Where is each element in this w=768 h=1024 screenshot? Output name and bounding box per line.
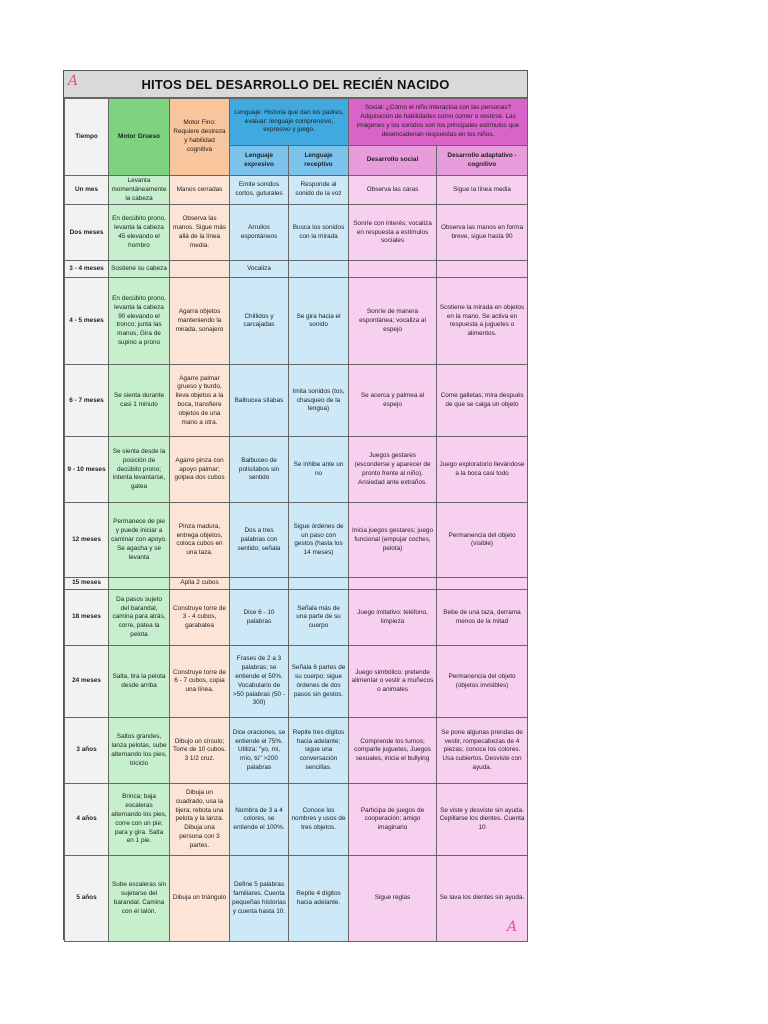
cell-fine: Agarre palmar grueso y burdo, lleva objetos a la boca, transfiere objetos de una mano a otra. [170, 365, 230, 437]
cell-gross: Salta, tira la pelota desde arriba [109, 646, 170, 718]
header-lenguaje: Lenguaje: Historia que dan los padres, evaluar: lenguaje comprensivo, expresivo y juego. [230, 99, 349, 146]
table-row [65, 646, 528, 718]
cell-time: 18 meses [65, 590, 109, 646]
cell-fine: Dibuja un triángulo [170, 856, 230, 942]
table-row [65, 590, 528, 646]
cell-expr: Balbucea sílabas [230, 365, 289, 437]
cell-social [349, 578, 437, 590]
table-row [65, 205, 528, 261]
header-tiempo: Tiempo [65, 99, 109, 176]
table-row [65, 784, 528, 856]
cell-time: 9 - 10 meses [65, 437, 109, 503]
cell-expr: Chillidos y carcajadas [230, 278, 289, 365]
cell-adapt: Observa las manos en forma breve, sigue hasta 90 [437, 205, 528, 261]
cell-adapt: Se viste y desviste sin ayuda. Cepillarse los dientes. Cuenta 10 [437, 784, 528, 856]
header-desarrollo-adaptativo: Desarrollo adaptativo - cognitivo [437, 146, 528, 176]
cell-social: Juegos gestares (esconderse y aparecer de pronto frente al niño). Ansiedad ante extraños. [349, 437, 437, 503]
cell-gross: Saltos grandes, lanza pelotas, sube alternando los pies, triciclo [109, 718, 170, 784]
cell-expr: Emite sonidos cortos, guturales [230, 176, 289, 205]
cell-adapt: Come galletas; mira después de que se caiga un objeto [437, 365, 528, 437]
cell-expr [230, 578, 289, 590]
header-lenguaje-receptivo: Lenguaje receptivo [289, 146, 349, 176]
cell-recep: Responde al sonido de la voz [289, 176, 349, 205]
cell-adapt: Permanencia del objeto (objetos invisibles) [437, 646, 528, 718]
cell-adapt: Sigue la línea media [437, 176, 528, 205]
cell-recep: Se gira hacia el sonido [289, 278, 349, 365]
cell-adapt: Permanencia del objeto (visible) [437, 503, 528, 578]
cell-expr: Balbuceo de polisílabos sin sentido [230, 437, 289, 503]
cell-time: 3 años [65, 718, 109, 784]
cell-time: 4 años [65, 784, 109, 856]
cell-social: Participa de juegos de cooperación; amigo imaginario [349, 784, 437, 856]
cell-recep [289, 578, 349, 590]
cell-gross: Brinca; baja escaleras alternando los pies, corre con un pie; para y gira. Salta en 1 pie. [109, 784, 170, 856]
header-lenguaje-expresivo: Lenguaje expresivo [230, 146, 289, 176]
table-row [65, 261, 528, 278]
cell-social: Comprende los turnos; comparte juguetes, Juegos sexuales, inicia el bullying [349, 718, 437, 784]
cell-time: Dos meses [65, 205, 109, 261]
cell-social: Observa las caras [349, 176, 437, 205]
cell-gross: Se sienta durante casi 1 minuto [109, 365, 170, 437]
cell-time: Un mes [65, 176, 109, 205]
cell-fine: Pinza madura, entrega objetos, coloca cubos en una taza. [170, 503, 230, 578]
cell-fine [170, 261, 230, 278]
cell-social: Se acerca y palmea al espejo [349, 365, 437, 437]
cell-recep: Busca los sonidos con la mirada [289, 205, 349, 261]
cell-gross: Da pasos sujeto del barandal, camina para atrás, corre, patea la pelota [109, 590, 170, 646]
cell-time: 4 - 5 meses [65, 278, 109, 365]
table-row [65, 278, 528, 365]
cell-social: Sonríe con interés; vocaliza en respuesta a estímulos sociales [349, 205, 437, 261]
cell-recep: Se inhibe ante un no [289, 437, 349, 503]
cell-recep: Señala 6 partes de su cuerpo; sigue órdenes de dos pasos sin gestos. [289, 646, 349, 718]
cell-expr: Dice oraciones, se entiende el 75%. Utiliza: "yo, mi, mío, tú" >200 palabras [230, 718, 289, 784]
cell-adapt: Se pone algunas prendas de vestir, rompecabezas de 4 piezas; conoce los colores. Usa cubiertos. Desviste con ayuda. [437, 718, 528, 784]
cell-recep: Sigue órdenes de un paso con gestos (hasta los 14 meses) [289, 503, 349, 578]
cell-time: 15 meses [65, 578, 109, 590]
cell-recep: Conoce los nombres y usos de tres objetos. [289, 784, 349, 856]
table-row [65, 856, 528, 942]
table-row [65, 365, 528, 437]
cell-social: Sigue reglas [349, 856, 437, 942]
cell-social: Juego imitativo: teléfono, limpieza [349, 590, 437, 646]
cell-adapt [437, 261, 528, 278]
cell-expr: Dos a tres palabras con sentido; señala [230, 503, 289, 578]
cell-fine: Agarra objetos manteniendo la mirada, sonajero [170, 278, 230, 365]
cell-adapt: Bebe de una taza, derrama menos de la mitad [437, 590, 528, 646]
cell-gross: Se sienta desde la posición de decúbito prono; intenta levantarse, gatea [109, 437, 170, 503]
cell-expr: Nombra de 3 a 4 colores, se entiende el 100%. [230, 784, 289, 856]
cell-social: Juego simbólico: pretende alimentar o vestir a muñecos o animales [349, 646, 437, 718]
cell-fine: Manos cerradas [170, 176, 230, 205]
header-desarrollo-social: Desarrollo social [349, 146, 437, 176]
cell-social: Inicia juegos gestares; juego funcional (empujar coches, pelota) [349, 503, 437, 578]
logo-signature-icon: A [68, 73, 79, 89]
cell-adapt: Se lava los dientes sin ayuda. [437, 856, 528, 942]
table-row [65, 503, 528, 578]
cell-expr: Arrullos espontáneos [230, 205, 289, 261]
table-row [65, 176, 528, 205]
cell-fine: Construye torre de 3 - 4 cubos, garabatea [170, 590, 230, 646]
cell-gross [109, 578, 170, 590]
cell-fine: Observa las manos. Sigue más allá de la línea media. [170, 205, 230, 261]
header-social: Social: ¿Cómo el niño interactúa con las personas? Adquisición de habilidades como comer o vestirse. Las imágenes y los sonidos son los principales estímulos que desencadenan respuestas en los niños. [349, 99, 528, 146]
cell-gross: Sostiene su cabeza [109, 261, 170, 278]
cell-time: 3 - 4 meses [65, 261, 109, 278]
milestones-sheet [63, 70, 528, 940]
cell-social: Sonríe de manera espontánea; vocaliza al espejo [349, 278, 437, 365]
cell-recep: Repite 4 dígitos hacia adelante. [289, 856, 349, 942]
cell-time: 12 meses [65, 503, 109, 578]
page-title: HITOS DEL DESARROLLO DEL RECIÉN NACIDO [64, 71, 527, 98]
cell-expr: Dice 6 - 10 palabras [230, 590, 289, 646]
table-row [65, 718, 528, 784]
cell-gross: En decúbito prono, levanta la cabeza 90 elevando el tronco; junta las manos, Gira de supino a prono [109, 278, 170, 365]
cell-gross: Sube escaleras sin sujetarse del barandal. Camina con el talón. [109, 856, 170, 942]
cell-recep: Señala más de una parte de su cuerpo [289, 590, 349, 646]
cell-time: 6 - 7 meses [65, 365, 109, 437]
cell-gross: Levanta momentáneamente la cabeza [109, 176, 170, 205]
cell-recep: Imita sonidos (tos, chasqueo de la lengua) [289, 365, 349, 437]
cell-expr: Frases de 2 a 3 palabras; se entiende el 50%. Vocabulario de >50 palabras (50 - 300) [230, 646, 289, 718]
cell-adapt: Sostiene la mirada en objetos en la mano. Se activa en respuesta a juguetes o alimentos. [437, 278, 528, 365]
cell-adapt: Juego exploratorio llevándose a la boca casi todo [437, 437, 528, 503]
cell-fine: Agarre pinza con apoyo palmar; golpea dos cubos [170, 437, 230, 503]
header-motor-grueso: Motor Grueso [109, 99, 170, 176]
cell-fine: Apila 2 cubos [170, 578, 230, 590]
cell-fine: Dibuja un cuadrado, usa la tijera; rebota una pelota y la lanza. Dibuja una persona con 3 partes. [170, 784, 230, 856]
cell-social [349, 261, 437, 278]
header-motor-fino: Motor Fino: Requiere destreza y habilidad cognitiva [170, 99, 230, 176]
cell-time: 24 meses [65, 646, 109, 718]
cell-fine: Construye torre de 6 - 7 cubos, copia una línea. [170, 646, 230, 718]
cell-gross: Permanece de pie y puede iniciar a caminar con apoyo. Se agacha y se levanta [109, 503, 170, 578]
cell-adapt [437, 578, 528, 590]
table-row [65, 578, 528, 590]
cell-recep [289, 261, 349, 278]
milestones-table [64, 98, 528, 942]
cell-expr: Define 5 palabras familiares. Cuenta pequeñas historias y cuenta hasta 10. [230, 856, 289, 942]
cell-recep: Repite tres dígitos hacia adelante; sigue una conversación sencillas. [289, 718, 349, 784]
cell-gross: En decúbito prono, levanta la cabeza 45 elevando el hombro [109, 205, 170, 261]
table-row [65, 437, 528, 503]
cell-fine: Dibujo un círculo; Torre de 10 cubos. 3 1/2 cruz. [170, 718, 230, 784]
cell-expr: Vocaliza [230, 261, 289, 278]
logo-signature-icon: A [507, 919, 518, 935]
cell-time: 5 años [65, 856, 109, 942]
